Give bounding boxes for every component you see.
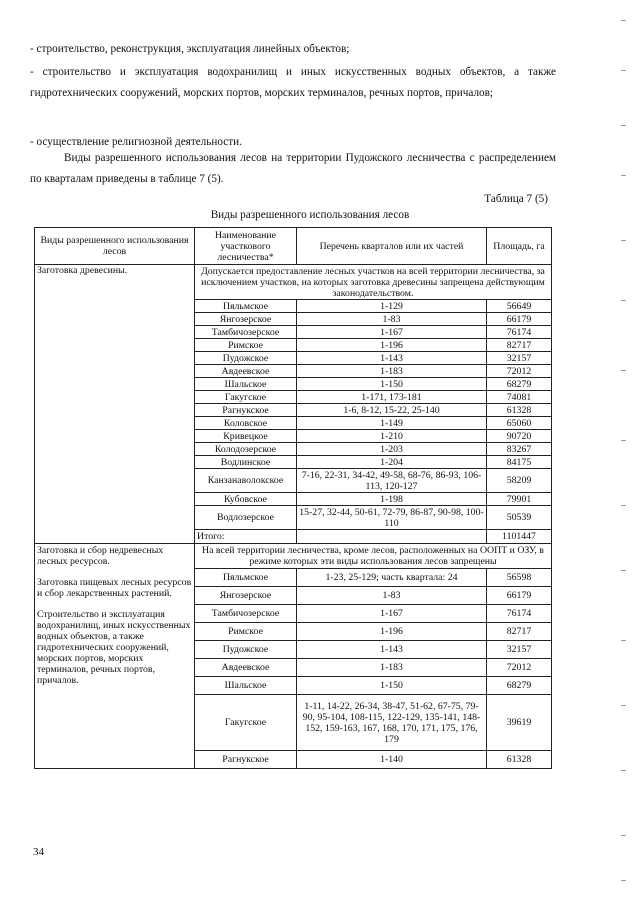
- total-label: Итого:: [195, 530, 297, 544]
- quarters-cell: 1-150: [297, 677, 487, 695]
- section-note: На всей территории лесничества, кроме лесов, расположенных на ООПТ и ОЗУ, в режиме которых эти виды использования лесов запрещены: [195, 544, 552, 569]
- quarters-cell: 1-129: [297, 300, 487, 313]
- quarters-cell: 1-167: [297, 605, 487, 623]
- paragraph-intro-table: Виды разрешенного использования лесов на территории Пудожского лесничества с распределением по кварталам приведены в таблице 7 (5).: [30, 152, 556, 185]
- area-cell: 82717: [487, 623, 552, 641]
- forestry-cell: Колодозерское: [195, 443, 297, 456]
- area-cell: 32157: [487, 352, 552, 365]
- forestry-cell: Янгозерское: [195, 313, 297, 326]
- paragraph-linear-objects: - строительство, реконструкция, эксплуатация линейных объектов;: [30, 43, 350, 55]
- forestry-cell: Шальское: [195, 677, 297, 695]
- total-value: 1101447: [487, 530, 552, 544]
- area-cell: 39619: [487, 695, 552, 751]
- area-cell: 58209: [487, 469, 552, 493]
- quarters-cell: 15-27, 32-44, 50-61, 72-79, 86-87, 90-98, 100-110: [297, 506, 487, 530]
- area-cell: 65060: [487, 417, 552, 430]
- forestry-cell: Пудожское: [195, 352, 297, 365]
- quarters-cell: 1-203: [297, 443, 487, 456]
- forestry-cell: Тамбичозерское: [195, 605, 297, 623]
- quarters-cell: 1-23, 25-129; часть квартала: 24: [297, 569, 487, 587]
- area-cell: 56598: [487, 569, 552, 587]
- header-area: Площадь, га: [487, 228, 552, 265]
- forest-use-table: [34, 227, 552, 769]
- empty-cell: [297, 530, 487, 544]
- quarters-cell: 1-183: [297, 365, 487, 378]
- forestry-cell: Римское: [195, 623, 297, 641]
- table-header-row: [35, 228, 552, 265]
- quarters-cell: 1-83: [297, 313, 487, 326]
- forestry-cell: Рагнукское: [195, 751, 297, 769]
- area-cell: 61328: [487, 404, 552, 417]
- use-type-item: Заготовка пищевых лесных ресурсов и сбор лекарственных растений.: [37, 577, 192, 599]
- forestry-cell: Гакугское: [195, 695, 297, 751]
- quarters-cell: 1-167: [297, 326, 487, 339]
- quarters-cell: 1-140: [297, 751, 487, 769]
- forestry-cell: Пяльмское: [195, 569, 297, 587]
- quarters-cell: 1-198: [297, 493, 487, 506]
- forestry-cell: Водлинское: [195, 456, 297, 469]
- forestry-cell: Гакугское: [195, 391, 297, 404]
- header-forestry: Наименование участкового лесничества*: [195, 228, 297, 265]
- forestry-cell: Водлозерское: [195, 506, 297, 530]
- forestry-cell: Тамбичозерское: [195, 326, 297, 339]
- page-number: 34: [33, 846, 44, 858]
- header-quarters: Перечень кварталов или их частей: [297, 228, 487, 265]
- table-row: [35, 544, 552, 569]
- area-cell: 74081: [487, 391, 552, 404]
- area-cell: 83267: [487, 443, 552, 456]
- use-type-list: [37, 544, 192, 686]
- area-cell: 90720: [487, 430, 552, 443]
- quarters-cell: 1-11, 14-22, 26-34, 38-47, 51-62, 67-75, 79-90, 95-104, 108-115, 122-129, 135-141, 148-152, 159-163, 167, 168, 170, 171, 175, 176, 179: [297, 695, 487, 751]
- forestry-cell: Шальское: [195, 378, 297, 391]
- section-note: Допускается предоставление лесных участков на всей территории лесничества, за исключением участков, на которых заготовка древесины запрещена действующим законодательством.: [195, 265, 552, 300]
- area-cell: 82717: [487, 339, 552, 352]
- area-cell: 72012: [487, 365, 552, 378]
- area-cell: 72012: [487, 659, 552, 677]
- forestry-cell: Авдеевское: [195, 659, 297, 677]
- use-type-item: Строительство и эксплуатация водохранилищ, иных искусственных водных объектов, а также гидротехнических сооружений, морских портов, морских терминалов, речных портов, причалов.: [37, 609, 191, 686]
- area-cell: 50539: [487, 506, 552, 530]
- forestry-cell: Кривецкое: [195, 430, 297, 443]
- header-use-type: Виды разрешенного использования лесов: [35, 228, 195, 265]
- area-cell: 68279: [487, 677, 552, 695]
- quarters-cell: 1-210: [297, 430, 487, 443]
- area-cell: 56649: [487, 300, 552, 313]
- quarters-cell: 1-150: [297, 378, 487, 391]
- quarters-cell: 1-143: [297, 641, 487, 659]
- quarters-cell: 1-183: [297, 659, 487, 677]
- forestry-cell: Кубовское: [195, 493, 297, 506]
- area-cell: 79901: [487, 493, 552, 506]
- quarters-cell: 1-196: [297, 623, 487, 641]
- forestry-cell: Коловское: [195, 417, 297, 430]
- paragraph-water-objects: - строительство и эксплуатация водохранилищ и иных искусственных водных объектов, а также гидротехнических сооружений, морских портов, морских терминалов, речных портов, причалов;: [30, 66, 556, 99]
- quarters-cell: 1-149: [297, 417, 487, 430]
- area-cell: 66179: [487, 313, 552, 326]
- area-cell: 76174: [487, 605, 552, 623]
- area-cell: 84175: [487, 456, 552, 469]
- area-cell: 61328: [487, 751, 552, 769]
- forestry-cell: Пудожское: [195, 641, 297, 659]
- area-cell: 66179: [487, 587, 552, 605]
- quarters-cell: 1-143: [297, 352, 487, 365]
- area-cell: 76174: [487, 326, 552, 339]
- quarters-cell: 1-204: [297, 456, 487, 469]
- quarters-cell: 7-16, 22-31, 34-42, 49-58, 68-76, 86-93, 106-113, 120-127: [297, 469, 487, 493]
- use-type-cell-group: [35, 544, 195, 769]
- forestry-cell: Янгозерское: [195, 587, 297, 605]
- table-row: [35, 265, 552, 300]
- table-number: Таблица 7 (5): [484, 193, 548, 205]
- area-cell: 68279: [487, 378, 552, 391]
- use-type-item: Заготовка и сбор недревесных лесных ресурсов.: [37, 545, 164, 567]
- forestry-cell: Канзанаволокское: [195, 469, 297, 493]
- quarters-cell: 1-83: [297, 587, 487, 605]
- paragraph-religious: - осуществление религиозной деятельности.: [30, 136, 242, 148]
- use-type-cell: Заготовка древесины.: [35, 265, 195, 544]
- table-caption: Виды разрешенного использования лесов: [210, 209, 410, 221]
- table-body: [35, 265, 552, 769]
- forestry-cell: Римское: [195, 339, 297, 352]
- quarters-cell: 1-6, 8-12, 15-22, 25-140: [297, 404, 487, 417]
- quarters-cell: 1-171, 173-181: [297, 391, 487, 404]
- quarters-cell: 1-196: [297, 339, 487, 352]
- forestry-cell: Пяльмское: [195, 300, 297, 313]
- forestry-cell: Авдеевское: [195, 365, 297, 378]
- area-cell: 32157: [487, 641, 552, 659]
- forestry-cell: Рагнукское: [195, 404, 297, 417]
